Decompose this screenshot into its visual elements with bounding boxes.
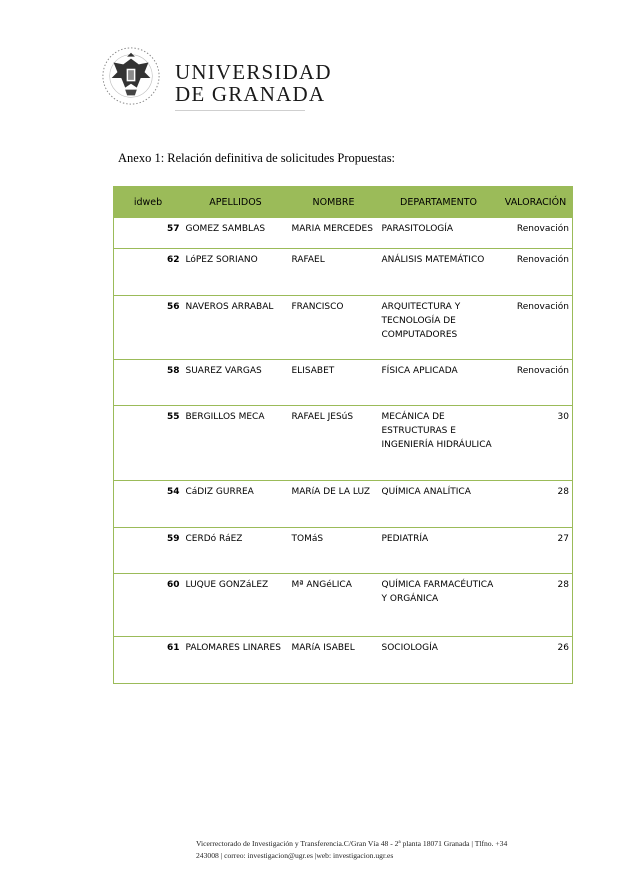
table-row (114, 528, 573, 574)
cell-valoracion: 30 (499, 406, 573, 481)
cell-apellidos: NAVEROS ARRABAL (183, 296, 289, 360)
cell-departamento: FÍSICA APLICADA (379, 360, 499, 406)
cell-departamento: PEDIATRÍA (379, 528, 499, 574)
cell-apellidos: LóPEZ SORIANO (183, 249, 289, 296)
cell-idweb: 59 (114, 528, 183, 574)
cell-valoracion: Renovación (499, 249, 573, 296)
cell-valoracion: 27 (499, 528, 573, 574)
table-row (114, 574, 573, 637)
column-header-idweb: idweb (114, 187, 183, 218)
footer-address: Vicerrectorado de Investigación y Transferencia.C/Gran Vía 48 - 2ª planta 18071 Granada | Tlfno. +34 (196, 839, 508, 848)
university-logo (100, 44, 332, 114)
cell-valoracion: 28 (499, 574, 573, 637)
cell-departamento: ARQUITECTURA Y TECNOLOGÍA DE COMPUTADORES (379, 296, 499, 360)
cell-apellidos: CERDó RáEZ (183, 528, 289, 574)
cell-valoracion: Renovación (499, 360, 573, 406)
cell-nombre: RAFAEL JESúS (289, 406, 379, 481)
cell-departamento: QUÍMICA ANALÍTICA (379, 481, 499, 528)
cell-idweb: 62 (114, 249, 183, 296)
cell-valoracion: 28 (499, 481, 573, 528)
cell-idweb: 55 (114, 406, 183, 481)
cell-departamento: SOCIOLOGÍA (379, 637, 499, 684)
cell-idweb: 58 (114, 360, 183, 406)
cell-nombre: TOMáS (289, 528, 379, 574)
cell-departamento: PARASITOLOGÍA (379, 218, 499, 249)
footer-contact: 243008 | correo: investigacion@ugr.es |web: investigacion.ugr.es (196, 851, 394, 860)
table-row (114, 406, 573, 481)
column-header-departamento: DEPARTAMENTO (379, 187, 499, 218)
cell-nombre: MARíA DE LA LUZ (289, 481, 379, 528)
cell-idweb: 54 (114, 481, 183, 528)
cell-nombre: Mª ANGéLICA (289, 574, 379, 637)
logo-divider (175, 110, 305, 111)
cell-nombre: ELISABET (289, 360, 379, 406)
cell-idweb: 60 (114, 574, 183, 637)
university-name-line2: DE GRANADA (175, 82, 326, 106)
table-row (114, 296, 573, 360)
cell-apellidos: PALOMARES LINARES (183, 637, 289, 684)
table-row (114, 481, 573, 528)
cell-departamento: QUÍMICA FARMACÉUTICA Y ORGÁNICA (379, 574, 499, 637)
cell-nombre: MARíA ISABEL (289, 637, 379, 684)
university-name-line1: UNIVERSIDAD (175, 60, 332, 84)
page-footer (196, 838, 566, 862)
cell-apellidos: GOMEZ SAMBLAS (183, 218, 289, 249)
table-row (114, 218, 573, 249)
cell-idweb: 61 (114, 637, 183, 684)
table-row (114, 637, 573, 684)
cell-apellidos: BERGILLOS MECA (183, 406, 289, 481)
cell-departamento: ANÁLISIS MATEMÁTICO (379, 249, 499, 296)
column-header-valoracion: VALORACIÓN (499, 187, 573, 218)
intro-text: Anexo 1: Relación definitiva de solicitudes Propuestas: (118, 151, 396, 165)
cell-nombre: RAFAEL (289, 249, 379, 296)
requests-table (113, 186, 573, 684)
cell-nombre: FRANCISCO (289, 296, 379, 360)
table-header-row (114, 187, 573, 218)
table-row (114, 360, 573, 406)
university-seal-icon (100, 44, 162, 108)
university-wordmark (175, 61, 332, 105)
cell-apellidos: CáDIZ GURREA (183, 481, 289, 528)
cell-valoracion: Renovación (499, 218, 573, 249)
cell-idweb: 56 (114, 296, 183, 360)
cell-departamento: MECÁNICA DE ESTRUCTURAS E INGENIERÍA HIDRÁULICA (379, 406, 499, 481)
cell-nombre: MARIA MERCEDES (289, 218, 379, 249)
column-header-apellidos: APELLIDOS (183, 187, 289, 218)
column-header-nombre: NOMBRE (289, 187, 379, 218)
cell-idweb: 57 (114, 218, 183, 249)
table-row (114, 249, 573, 296)
cell-valoracion: Renovación (499, 296, 573, 360)
cell-apellidos: SUAREZ VARGAS (183, 360, 289, 406)
cell-valoracion: 26 (499, 637, 573, 684)
cell-apellidos: LUQUE GONZáLEZ (183, 574, 289, 637)
